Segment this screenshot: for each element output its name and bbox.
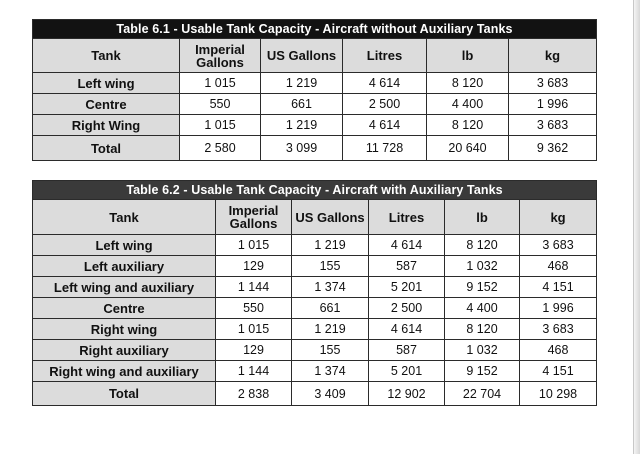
cell-us-gallons: 661 [261, 94, 343, 115]
table-total-row [33, 136, 597, 161]
cell-imperial-gallons: 129 [216, 340, 292, 361]
header-kg: kg [520, 200, 597, 235]
cell-imperial-gallons: 550 [216, 298, 292, 319]
row-label: Total [33, 382, 216, 406]
header-imperial-gallons [216, 200, 292, 235]
header-imperial-gallons [180, 39, 261, 73]
cell-imperial-gallons: 1 015 [180, 115, 261, 136]
table-row [33, 94, 597, 115]
cell-us-gallons: 1 219 [261, 73, 343, 94]
table-title: Table 6.1 - Usable Tank Capacity - Aircraft without Auxiliary Tanks [33, 20, 597, 39]
cell-imperial-gallons: 2 580 [180, 136, 261, 161]
header-us-gallons-text: US Gallons [295, 209, 365, 225]
cell-us-gallons: 661 [292, 298, 369, 319]
cell-kg: 468 [520, 256, 597, 277]
header-lb: lb [427, 39, 509, 73]
row-label: Left wing [33, 235, 216, 256]
cell-us-gallons: 155 [292, 340, 369, 361]
cell-lb: 20 640 [427, 136, 509, 161]
header-litres: Litres [343, 39, 427, 73]
table-header-row [33, 39, 597, 73]
cell-imperial-gallons: 1 015 [216, 319, 292, 340]
table-row [33, 319, 597, 340]
header-tank: Tank [33, 200, 216, 235]
cell-kg: 4 151 [520, 277, 597, 298]
table-6-1 [32, 19, 597, 161]
header-tank: Tank [33, 39, 180, 73]
cell-lb: 4 400 [427, 94, 509, 115]
table-row [33, 298, 597, 319]
cell-litres: 4 614 [343, 73, 427, 94]
header-us-gallons [292, 200, 369, 235]
cell-us-gallons: 3 409 [292, 382, 369, 406]
page-edge-shadow [633, 0, 640, 454]
cell-lb: 9 152 [445, 361, 520, 382]
cell-lb: 1 032 [445, 340, 520, 361]
cell-litres: 4 614 [343, 115, 427, 136]
cell-litres: 587 [369, 256, 445, 277]
cell-lb: 4 400 [445, 298, 520, 319]
cell-lb: 22 704 [445, 382, 520, 406]
row-label: Centre [33, 298, 216, 319]
cell-litres: 4 614 [369, 319, 445, 340]
row-label: Right auxiliary [33, 340, 216, 361]
cell-lb: 9 152 [445, 277, 520, 298]
cell-us-gallons: 155 [292, 256, 369, 277]
table-row [33, 73, 597, 94]
cell-us-gallons: 1 374 [292, 361, 369, 382]
cell-litres: 2 500 [369, 298, 445, 319]
table-title-row [33, 20, 597, 39]
cell-lb: 8 120 [427, 115, 509, 136]
row-label: Centre [33, 94, 180, 115]
header-us-gallons: US Gallons [261, 39, 343, 73]
table-row [33, 340, 597, 361]
cell-imperial-gallons: 129 [216, 256, 292, 277]
cell-kg: 4 151 [520, 361, 597, 382]
header-imperial-gallons-text: Imperial Gallons [195, 41, 245, 70]
cell-litres: 2 500 [343, 94, 427, 115]
cell-litres: 5 201 [369, 361, 445, 382]
table-row [33, 256, 597, 277]
header-kg: kg [509, 39, 597, 73]
cell-us-gallons: 1 374 [292, 277, 369, 298]
row-label: Right wing [33, 319, 216, 340]
table-row [33, 115, 597, 136]
row-label: Left wing [33, 73, 180, 94]
cell-imperial-gallons: 2 838 [216, 382, 292, 406]
cell-kg: 1 996 [509, 94, 597, 115]
cell-lb: 8 120 [445, 319, 520, 340]
cell-litres: 5 201 [369, 277, 445, 298]
table-total-row [33, 382, 597, 406]
table-6-2 [32, 180, 597, 406]
header-imperial-gallons-text: Imperial Gallons [228, 203, 279, 231]
table-title: Table 6.2 - Usable Tank Capacity - Aircraft with Auxiliary Tanks [33, 181, 597, 200]
cell-us-gallons: 1 219 [261, 115, 343, 136]
row-label: Left wing and auxiliary [33, 277, 216, 298]
cell-lb: 1 032 [445, 256, 520, 277]
cell-kg: 10 298 [520, 382, 597, 406]
table-row [33, 235, 597, 256]
cell-kg: 3 683 [509, 73, 597, 94]
cell-imperial-gallons: 1 144 [216, 361, 292, 382]
cell-litres: 587 [369, 340, 445, 361]
cell-kg: 3 683 [520, 319, 597, 340]
cell-kg: 9 362 [509, 136, 597, 161]
cell-kg: 3 683 [509, 115, 597, 136]
cell-litres: 4 614 [369, 235, 445, 256]
table-header-row [33, 200, 597, 235]
cell-kg: 1 996 [520, 298, 597, 319]
cell-imperial-gallons: 1 144 [216, 277, 292, 298]
header-litres: Litres [369, 200, 445, 235]
row-label: Right wing and auxiliary [33, 361, 216, 382]
row-label: Right Wing [33, 115, 180, 136]
cell-litres: 11 728 [343, 136, 427, 161]
cell-us-gallons: 1 219 [292, 235, 369, 256]
table-row [33, 277, 597, 298]
cell-lb: 8 120 [427, 73, 509, 94]
row-label: Left auxiliary [33, 256, 216, 277]
cell-kg: 468 [520, 340, 597, 361]
cell-us-gallons: 3 099 [261, 136, 343, 161]
cell-imperial-gallons: 550 [180, 94, 261, 115]
header-lb: lb [445, 200, 520, 235]
cell-imperial-gallons: 1 015 [216, 235, 292, 256]
row-label: Total [33, 136, 180, 161]
cell-lb: 8 120 [445, 235, 520, 256]
cell-us-gallons: 1 219 [292, 319, 369, 340]
cell-imperial-gallons: 1 015 [180, 73, 261, 94]
table-title-row [33, 181, 597, 200]
cell-kg: 3 683 [520, 235, 597, 256]
table-row [33, 361, 597, 382]
cell-litres: 12 902 [369, 382, 445, 406]
